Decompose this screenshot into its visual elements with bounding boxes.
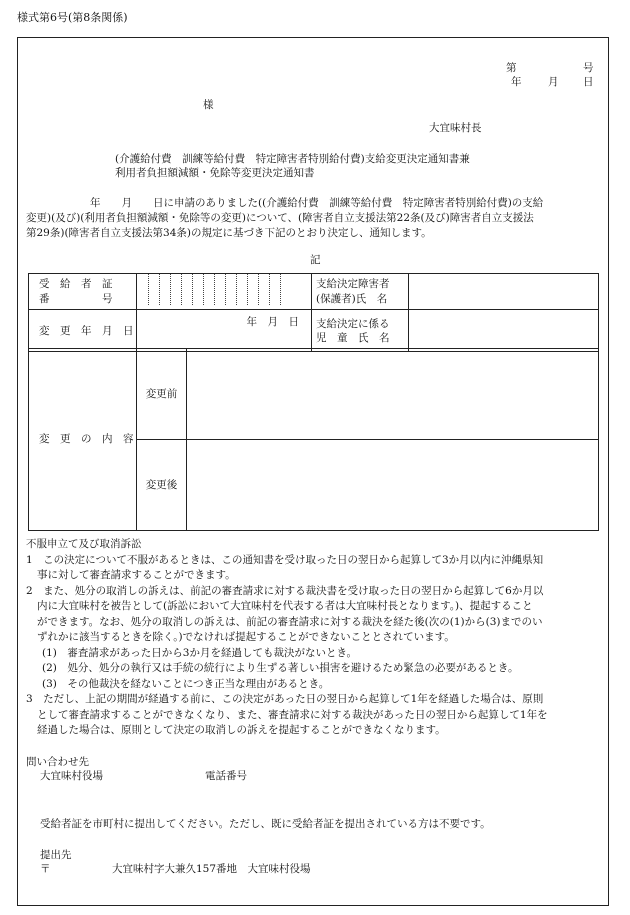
after-label: 変更後 — [137, 440, 187, 531]
doc-number-prefix: 第 — [506, 62, 517, 74]
appeal-p2-3: ができます。なお、処分の取消しの訴えは、前記の審査請求に対する裁決を経た後(次の(1)から(3)までのい — [37, 615, 543, 628]
body-line-3: 第29条)(障害者自立支援法第34条)の規定に基づき下記のとおり決定し、通知します。 — [26, 227, 432, 239]
info-table — [28, 273, 599, 352]
postal-mark: 〒 — [40, 863, 51, 875]
contact-office: 大宜味村役場 — [40, 770, 103, 782]
contact-phone-label: 電話番号 — [205, 770, 247, 782]
form-label: 様式第6号(第8条関係) — [17, 11, 128, 24]
appeal-p1-1: 1 この決定について不服があるときは、この通知書を受け取った日の翌日から起算して3か月以内に沖縄県知 — [26, 553, 544, 566]
appeal-heading: 不服申立て及び取消訴訟 — [26, 538, 142, 550]
appeal-p3-2: として審査請求することができなくなり、また、審査請求に対する裁決があった日の翌日から起算して1年を — [37, 708, 548, 721]
change-content-label: 変 更 の 内 容 — [29, 349, 137, 531]
child-name-field[interactable] — [409, 310, 599, 352]
appeal-p1-2: 事に対して審査請求することができます。 — [37, 569, 236, 581]
appeal-p3-1: 3 ただし、上記の期間が経過する前に、この決定があった日の翌日から起算して1年を経過した場合は、原則 — [26, 693, 544, 705]
appeal-p2-1: 2 また、処分の取消しの訴えは、前記の審査請求に対する裁決書を受け取った日の翌日から起算して6か月以 — [26, 584, 544, 597]
before-field[interactable] — [187, 349, 599, 440]
holder-name-field[interactable] — [409, 274, 599, 310]
appeal-p2-4: ずれかに該当するときを除く。)でなければ提起することができないこととされています。 — [37, 631, 455, 643]
appeal-p2-2: 内に大宜味村を被告として(訴訟において大宜味村を代表する者は大宜味村長となります。)、提起すること — [37, 600, 533, 612]
appeal-section — [26, 537, 548, 739]
recipient-number-field[interactable] — [137, 274, 312, 310]
submit-heading: 提出先 — [40, 849, 72, 861]
change-date-field[interactable]: 年 月 日 — [137, 310, 312, 352]
body-line-2: 変更)(及び)(利用者負担額減額・免除等の変更)について、(障害者自立支援法第22条(及び)障害者自立支援法 — [26, 212, 534, 224]
title-line-1: (介護給付費 訓練等給付費 特定障害者特別給付費)支給変更決定通知書兼 — [115, 153, 470, 165]
submission-notice: 受給者証を市町村に提出してください。ただし、既に受給者証を提出されている方は不要です。 — [40, 818, 491, 830]
recipient-number-label: 受 給 者 証 番 号 — [29, 274, 137, 310]
appeal-s3: (3) その他裁決を経ないことにつき正当な理由があるとき。 — [42, 677, 330, 690]
change-date-label: 変 更 年 月 日 — [29, 310, 137, 352]
doc-number-suffix: 号 — [583, 62, 594, 74]
appeal-p3-3: 経過した場合は、原則として決定の取消しの訴えを提起することができなくなります。 — [37, 724, 446, 736]
child-name-label: 支給決定に係る 児 童 氏 名 — [312, 310, 409, 352]
date-day: 日 — [583, 76, 594, 88]
change-content-table — [28, 348, 599, 531]
issuer: 大宜味村長 — [429, 122, 482, 134]
after-field[interactable] — [187, 440, 599, 531]
before-label: 変更前 — [137, 349, 187, 440]
addressee-suffix: 様 — [203, 99, 214, 111]
date-year: 年 — [511, 76, 522, 88]
contact-heading: 問い合わせ先 — [26, 756, 89, 768]
title-line-2: 利用者負担額減額・免除等変更決定通知書 — [115, 167, 315, 179]
submit-address: 大宜味村字大兼久157番地 大宜味村役場 — [112, 863, 311, 875]
date-month: 月 — [548, 76, 559, 88]
appeal-s1: (1) 審査請求があった日から3か月を経過しても裁決がないとき。 — [42, 646, 358, 659]
appeal-s2: (2) 処分、処分の執行又は手続の続行により生ずる著しい損害を避けるため緊急の必要があるとき。 — [42, 662, 519, 674]
holder-name-label: 支給決定障害者 (保護者)氏 名 — [312, 274, 409, 310]
ki-heading: 記 — [310, 254, 321, 266]
body-line-1: 年 月 日に申請のありました((介護給付費 訓練等給付費 特定障害者特別給付費)の支給 — [90, 197, 544, 209]
